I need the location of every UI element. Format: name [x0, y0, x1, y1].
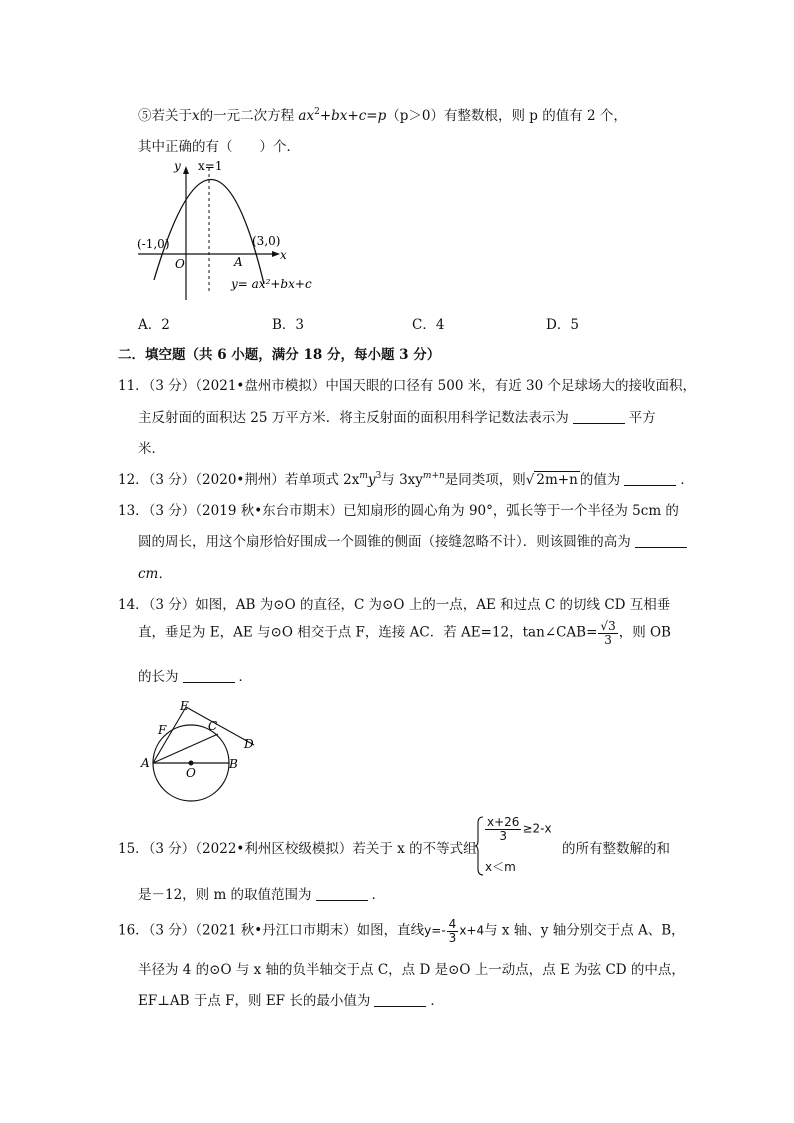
q14-line2: 直，垂足为 E，AE 与⊙O 相交于点 F，连接 AC．若 AE=12，tan∠CAB= $\frac{√3}{3}$ ，则 OB	[138, 619, 671, 647]
q13-line2: 圆的周长，用这个扇形恰好围成一个圆锥的侧面（接缝忽略不计）．则该圆锥的高为	[138, 530, 691, 550]
q10-line2: 其中正确的有（ ）个．	[138, 139, 300, 155]
q11-line3: 米．	[138, 441, 165, 457]
q11-line2: 主反射面的面积达 25 万平方米．将主反射面的面积用科学记数法表示为 平方	[138, 410, 656, 426]
q11-line1: 11．（3 分）（2021•盘州市模拟）中国天眼的口径有 500 米，有近 30 个足球场大的接收面积，	[118, 378, 696, 394]
q12: 12．（3 分）（2020•荆州）若单项式 $2x^my^3$与 $3xy^{m+n}$是同类项，则√ 2m+n 的值为 ．	[118, 471, 694, 488]
answer-blank[interactable]	[374, 994, 426, 1007]
fig-label-d: D	[244, 737, 254, 751]
fig-label-o: O	[186, 766, 196, 780]
option-d: D．5	[546, 317, 579, 333]
circle-figure	[136, 696, 266, 808]
q14-line3: 的长为 ．	[138, 669, 252, 685]
brace	[474, 815, 484, 877]
q16-line1: 16．（3 分）（2021 秋•丹江口市期末）如图，直线y=- $\frac{4}{3}$ x+4与 x 轴、y 轴分别交于点 A、B，	[118, 917, 685, 945]
q13-line3: cm．	[138, 566, 172, 582]
option-a: A．2	[138, 317, 170, 333]
q15-inequality-1: $\frac{x+26}{3}$ ≥2-x	[487, 815, 552, 843]
graph-curve-label: y= ax²+bx+c	[231, 277, 312, 291]
graph-point-left: (-1,0)	[137, 237, 170, 251]
answer-blank[interactable]	[624, 473, 676, 486]
graph-x-label: x	[280, 248, 287, 262]
graph-origin: O	[175, 257, 185, 271]
parabola-graph	[130, 152, 320, 304]
q15-line2: 是－12，则 m 的取值范围为 ．	[138, 887, 386, 903]
answer-blank[interactable]	[635, 535, 687, 548]
q15-prefix: 15．（3 分）（2022•利州区校级模拟）若关于 x 的不等式组	[118, 841, 477, 857]
q16-line2: 半径为 4 的⊙O 与 x 轴的负半轴交于点 C，点 D 是⊙O 上一动点，点 E 为弦 CD 的中点，	[138, 962, 685, 978]
option-c: C．4	[412, 317, 445, 333]
q15-suffix: 的所有整数解的和	[562, 841, 670, 857]
answer-blank[interactable]	[316, 888, 368, 901]
q10-item5: ⑤若关于x的一元二次方程 $ax^2+bx+c=p(p>0)$有整数根，则 p 的值有 2 个，	[138, 107, 627, 124]
graph-point-right: (3,0)	[252, 234, 281, 248]
q13-line1: 13．（3 分）（2019 秋•东台市期末）已知扇形的圆心角为 90°，弧长等于一个半径为 5cm 的	[118, 503, 679, 519]
fig-label-e: E	[180, 699, 189, 713]
q15-inequality-2: x＜m	[485, 860, 516, 874]
fig-label-b: B	[229, 757, 238, 771]
section2-title: 二．填空题（共 6 小题，满分 18 分，每小题 3 分）	[118, 347, 441, 363]
graph-y-label: y	[174, 159, 181, 173]
graph-axis-label: x=1	[198, 159, 223, 173]
answer-blank[interactable]	[573, 411, 625, 424]
q16-line3: EF⊥AB 于点 F，则 EF 长的最小值为 ．	[138, 993, 444, 1009]
answer-blank[interactable]	[183, 670, 235, 683]
option-b: B．3	[272, 317, 305, 333]
fig-label-a: A	[141, 756, 150, 770]
fig-label-c: C	[208, 719, 218, 733]
fig-label-f: F	[158, 723, 167, 737]
graph-point-a: A	[234, 255, 243, 269]
q14-line1: 14．（3 分）如图，AB 为⊙O 的直径，C 为⊙O 上的一点，AE 和过点 C 的切线 CD 互相垂	[118, 597, 671, 613]
